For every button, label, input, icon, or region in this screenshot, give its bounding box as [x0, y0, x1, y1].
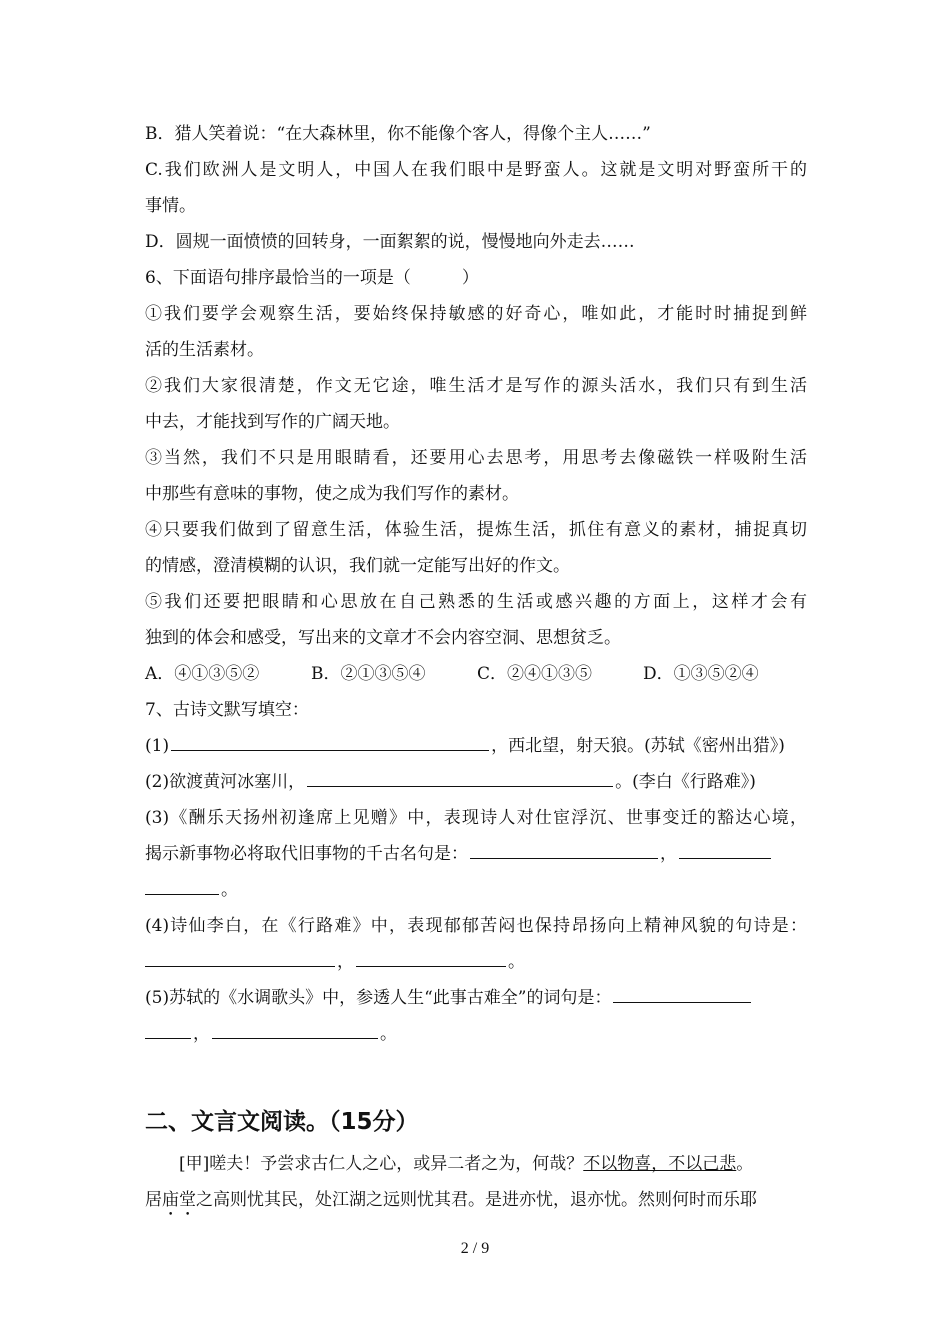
passage-line-2-text: 之高则忧其民，处江湖之远则忧其君。是进亦忧，退亦忧。然则何时而乐耶 — [196, 1190, 757, 1210]
q7-item-4-comma: ， — [337, 952, 354, 972]
answer-blank[interactable] — [145, 1020, 191, 1039]
q7-item-5b — [145, 1016, 807, 1052]
q6-sentence-5a: ⑤我们还要把眼睛和心思放在自己熟悉的生活或感兴趣的方面上，这样才会有 — [145, 592, 807, 612]
answer-blank[interactable] — [145, 948, 335, 967]
passage-line-1-text: [甲]嗟夫！予尝求古仁人之心，或异二者之为，何哉？ — [179, 1154, 584, 1174]
emphasized-word: 庙堂 — [162, 1190, 196, 1210]
q7-item-5a — [145, 980, 807, 1016]
q6-sentence-4b: 的情感，澄清模糊的认识，我们就一定能写出好的作文。 — [145, 556, 570, 576]
section-heading: 二、文言文阅读。（15分） — [145, 1109, 419, 1135]
q7-item-2 — [145, 764, 807, 800]
q6-sentence-3a: ③当然，我们不只是用眼睛看，还要用心去思考，用思考去像磁铁一样吸附生活 — [145, 448, 807, 468]
q7-item-5-end: 。 — [380, 1024, 397, 1044]
q6-sentence-2a: ②我们大家很清楚，作文无它途，唯生活才是写作的源头活水，我们只有到生活 — [145, 376, 807, 396]
q7-item-3-end: 。 — [221, 880, 238, 900]
underlined-phrase: 不以物喜，不以己悲 — [583, 1154, 737, 1174]
question-block — [145, 116, 807, 1052]
answer-blank[interactable] — [613, 984, 751, 1003]
answer-blank[interactable] — [356, 948, 506, 967]
q7-item-3-comma: ， — [660, 844, 677, 864]
passage-line-1-end: 。 — [736, 1154, 754, 1174]
answer-blank[interactable] — [307, 768, 613, 787]
answer-blank[interactable] — [171, 732, 489, 751]
q6-stem: 6、下面语句排序最恰当的一项是（ ） — [145, 268, 479, 288]
q5-option-b: B．猎人笑着说：“在大森林里，你不能像个客人，得像个主人……” — [145, 124, 651, 144]
q7-item-5-comma: ， — [193, 1024, 210, 1044]
q7-item-3a: (3)《酬乐天扬州初逢席上见赠》中，表现诗人对仕宦浮沉、世事变迁的豁达心境， — [145, 808, 807, 828]
q5-option-c-line1: C.我们欧洲人是文明人，中国人在我们眼中是野蛮人。这就是文明对野蛮所干的 — [145, 160, 807, 180]
passage-line-2-pre: 居 — [145, 1190, 162, 1210]
q6-sentence-1a: ①我们要学会观察生活，要始终保持敏感的好奇心，唯如此，才能时时捕捉到鲜 — [145, 304, 807, 324]
q5-option-c-line2: 事情。 — [145, 196, 196, 216]
q6-option-c: C．②④①③⑤ — [477, 664, 593, 684]
q7-stem: 7、古诗文默写填空： — [145, 700, 309, 720]
q6-option-a: A．④①③⑤② — [145, 664, 260, 684]
q6-sentence-2b: 中去，才能找到写作的广阔天地。 — [145, 412, 400, 432]
q6-sentence-4a: ④只要我们做到了留意生活，体验生活，提炼生活，抓住有意义的素材，捕捉真切 — [145, 520, 807, 540]
q7-item-5a-text: (5)苏轼的《水调歌头》中，参透人生“此事古难全”的词句是： — [145, 988, 612, 1008]
q7-item-3b — [145, 836, 807, 872]
q7-item-1-text: ，西北望，射天狼。(苏轼《密州出猎》) — [491, 736, 785, 756]
q7-item-4b — [145, 944, 807, 980]
q6-option-b: B．②①③⑤④ — [311, 664, 426, 684]
q7-item-1-label: (1) — [145, 736, 170, 756]
q6-sentence-5b: 独到的体会和感受，写出来的文章才不会内容空洞、思想贫乏。 — [145, 628, 621, 648]
answer-blank[interactable] — [679, 840, 771, 859]
classical-passage — [145, 1146, 807, 1218]
q7-item-3b-text: 揭示新事物必将取代旧事物的千古名句是： — [145, 844, 468, 864]
q7-item-2-text: (2)欲渡黄河冰塞川， — [145, 772, 306, 792]
answer-blank[interactable] — [212, 1020, 378, 1039]
q5-option-d: D．圆规一面愤愤的回转身，一面絮絮的说，慢慢地向外走去…… — [145, 232, 635, 252]
q6-sentence-3b: 中那些有意味的事物，使之成为我们写作的素材。 — [145, 484, 519, 504]
q7-item-1 — [145, 728, 807, 764]
page-number: 2 / 9 — [460, 1240, 490, 1257]
q6-option-d: D．①③⑤②④ — [643, 664, 759, 684]
q7-item-4-end: 。 — [508, 952, 525, 972]
answer-blank[interactable] — [470, 840, 658, 859]
q7-item-4a: (4)诗仙李白，在《行路难》中，表现郁郁苦闷也保持昂扬向上精神风貌的句诗是： — [145, 916, 807, 936]
q7-item-3c — [145, 872, 807, 908]
passage-line-1 — [145, 1146, 807, 1182]
answer-blank[interactable] — [145, 876, 219, 895]
passage-line-2 — [145, 1182, 807, 1218]
q6-sentence-1b: 活的生活素材。 — [145, 340, 264, 360]
q7-item-2-tail: 。(李白《行路难》) — [615, 772, 756, 792]
q6-options — [145, 656, 807, 692]
